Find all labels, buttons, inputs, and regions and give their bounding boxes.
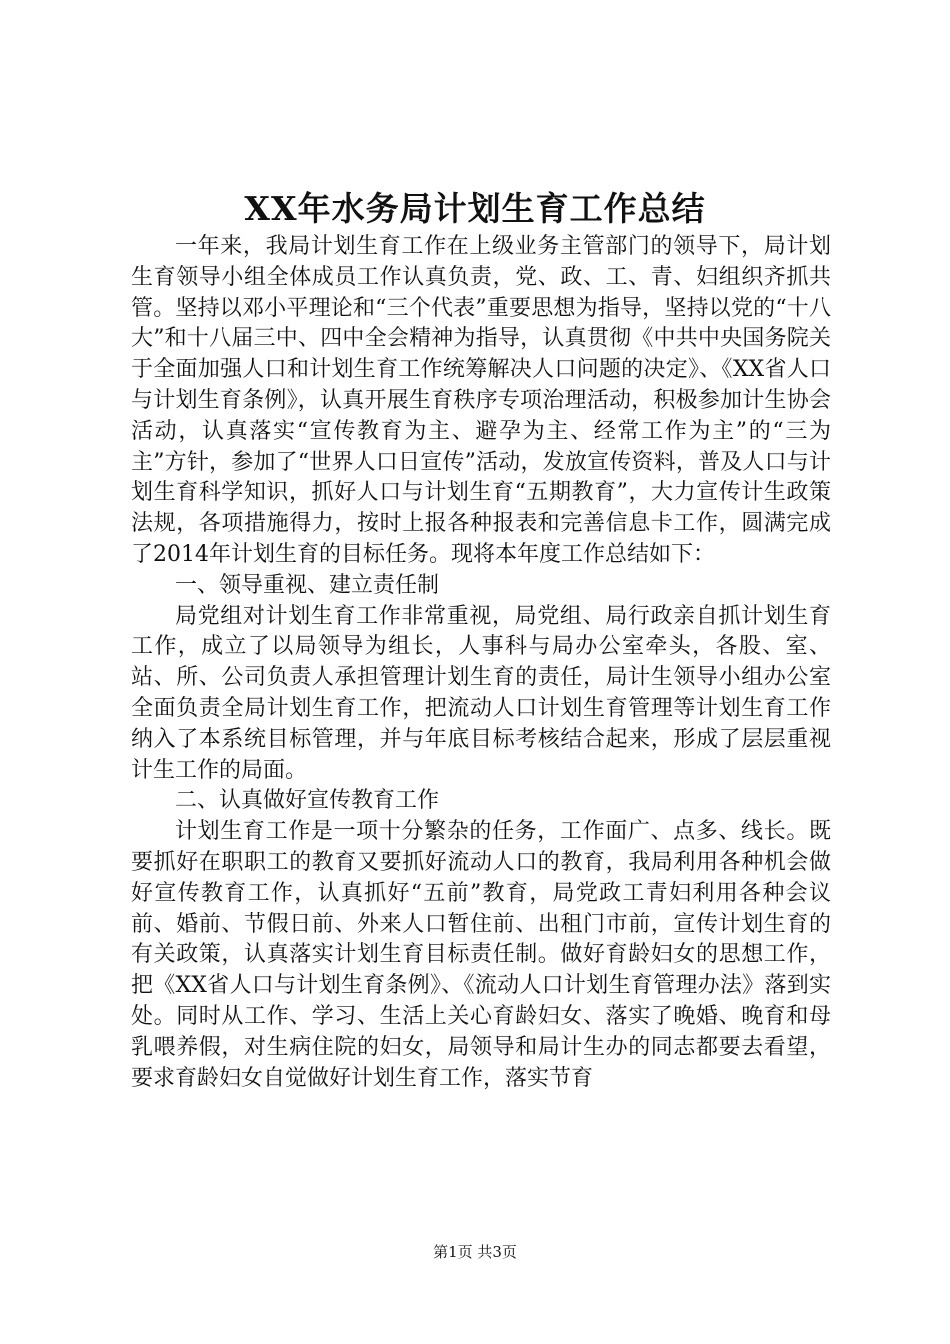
paragraph-leadership: 局党组对计划生育工作非常重视，局党组、局行政亲自抓计划生育工作，成立了以局领导为组长，人事科与局办公室牵头，各股、室、站、所、公司负责人承担管理计划生育的责任，局计生领导小组办公室全面负责全局计划生育工作，把流动人口计划生育管理等计划生育工作纳入了本系统目标管理，并与年底目标考核结合起来，形成了层层重视计生工作的局面。: [131, 603, 831, 783]
section-heading-publicity: 二、认真做好宣传教育工作: [175, 788, 440, 814]
paragraph-intro: 一年来，我局计划生育工作在上级业务主管部门的领导下，局计划生育领导小组全体成员工作认真负责，党、政、工、青、妇组织齐抓共管。坚持以邓小平理论和“三个代表”重要思想为指导，坚持以党的“十八大”和十八届三中、四中全会精神为指导，认真贯彻《中共中央国务院关于全面加强人口和计划生育工作统筹解决人口问题的决定》、《XX省人口与计划生育条例》，认真开展生育秩序专项治理活动，积极参加计生协会活动，认真落实“宣传教育为主、避孕为主、经常工作为主”的“三为主”方针，参加了“世界人口日宣传”活动，发放宣传资料，普及人口与计划生育科学知识，抓好人口与计划生育“五期教育”，大力宣传计生政策法规，各项措施得力，按时上报各种报表和完善信息卡工作，圆满完成了2014年计划生育的目标任务。现将本年度工作总结如下：: [131, 234, 831, 567]
document-title: XX年水务局计划生育工作总结: [244, 189, 706, 228]
paragraph-publicity: 计划生育工作是一项十分繁杂的任务，工作面广、点多、线长。既要抓好在职职工的教育又要抓好流动人口的教育，我局利用各种机会做好宣传教育工作，认真抓好“五前”教育，局党政工青妇利用各种会议前、婚前、节假日前、外来人口暂住前、出租门市前，宣传计划生育的有关政策，认真落实计划生育目标责任制。做好育龄妇女的思想工作，把《XX省人口与计划生育条例》、《流动人口计划生育管理办法》落到实处。同时从工作、学习、生活上关心育龄妇女、落实了晚婚、晚育和母乳喂养假，对生病住院的妇女，局领导和局计生办的同志都要去看望，要求育龄妇女自觉做好计划生育工作，落实节育: [131, 819, 831, 1091]
document-body: [131, 232, 831, 1094]
page-number-footer: 第1页 共3页: [433, 1243, 517, 1261]
section-heading-leadership: 一、领导重视、建立责任制: [175, 572, 440, 598]
